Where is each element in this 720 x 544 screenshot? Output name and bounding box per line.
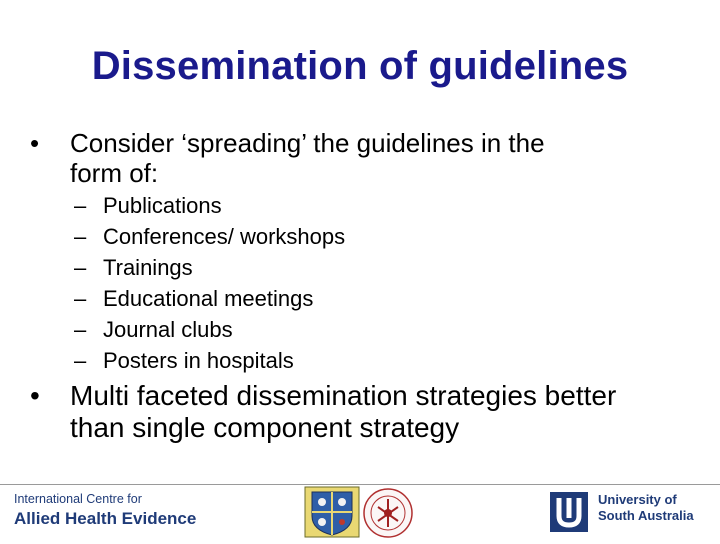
sub-item-text: Journal clubs — [103, 317, 233, 342]
bullet-text: than single component strategy — [70, 412, 460, 443]
sub-marker: – — [74, 193, 87, 218]
icahe-logo-line2: Allied Health Evidence — [14, 509, 197, 528]
bullet-text: Multi faceted dissemination strategies better — [70, 380, 617, 411]
sub-marker: – — [74, 317, 87, 342]
sub-marker: – — [74, 286, 87, 311]
unisa-logo-icon — [550, 492, 588, 532]
bullet-text: Consider ‘spreading’ the guidelines in the — [70, 128, 545, 158]
footer-divider — [0, 484, 720, 485]
hospital-seal-icon — [362, 487, 414, 539]
sub-item-text: Educational meetings — [103, 286, 314, 311]
university-crest-icon — [304, 486, 360, 538]
sub-item-text: Trainings — [103, 255, 193, 280]
unisa-logo-line1: University of — [598, 492, 677, 507]
sub-item-text: Publications — [103, 193, 222, 218]
slide-title: Dissemination of guidelines — [91, 44, 629, 88]
slide-footer — [0, 470, 720, 540]
bullet-text: form of: — [70, 158, 159, 188]
sub-item-text: Posters in hospitals — [103, 348, 294, 373]
bullet-marker: • — [30, 128, 40, 158]
sub-marker: – — [74, 255, 87, 280]
unisa-logo-line2: South Australia — [598, 508, 694, 523]
sub-item-text: Conferences/ workshops — [103, 224, 346, 249]
sub-marker: – — [74, 348, 87, 373]
icahe-logo-line1: International Centre for — [14, 492, 142, 506]
sub-marker: – — [74, 224, 87, 249]
bullet-marker: • — [30, 380, 40, 411]
